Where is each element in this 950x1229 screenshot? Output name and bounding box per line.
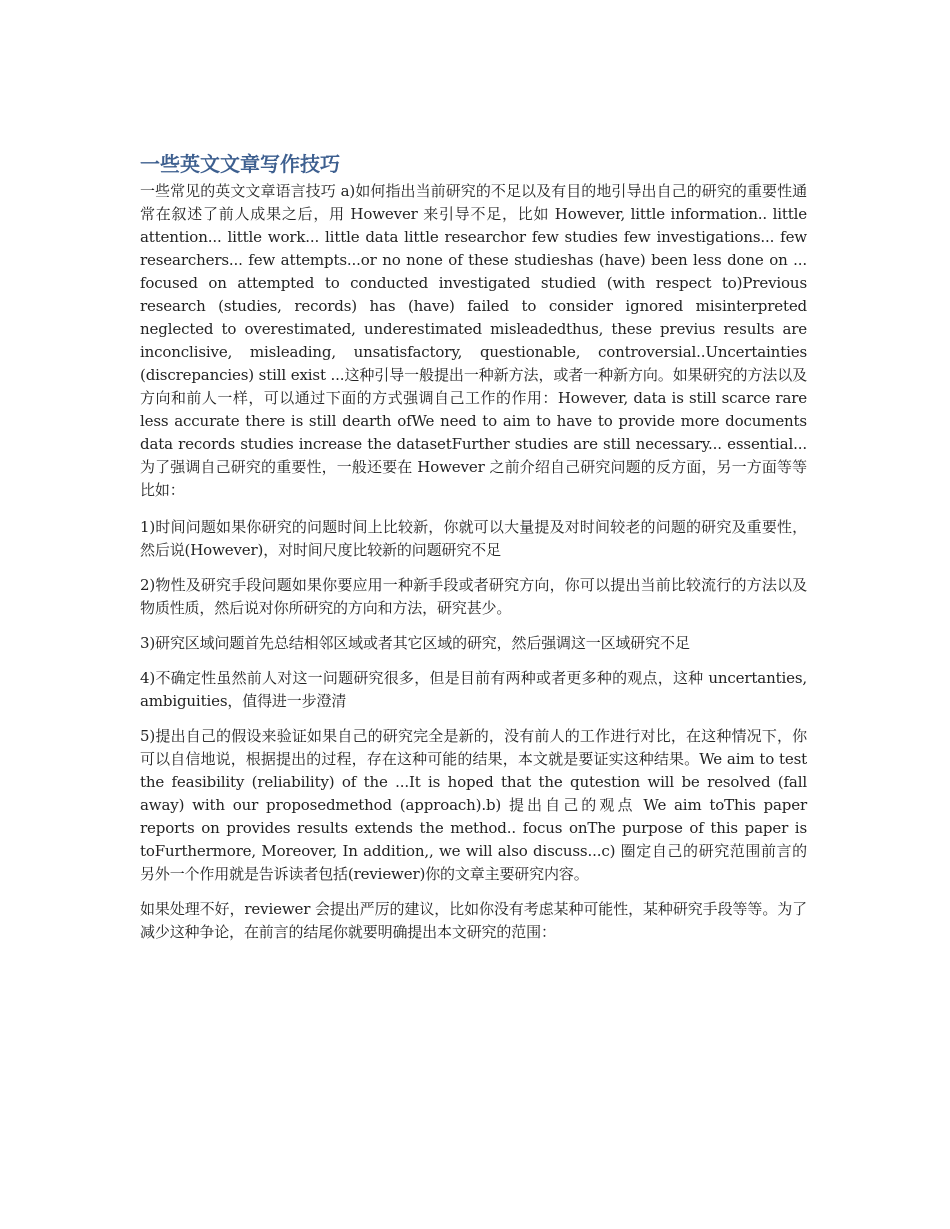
paragraph-uncertainty: 4)不确定性虽然前人对这一问题研究很多，但是目前有两种或者更多种的观点，这种 uncertanties, ambiguities，值得进一步澄清 xyxy=(140,669,807,710)
paragraph-region-issue: 3)研究区域问题首先总结相邻区域或者其它区域的研究，然后强调这一区域研究不足 xyxy=(140,634,690,652)
paragraph-time-issue: 1)时间问题如果你研究的问题时间上比较新，你就可以大量提及对时间较老的问题的研究及重要性，然后说(However)，对时间尺度比较新的问题研究不足 xyxy=(140,518,807,559)
document-title: 一些英文文章写作技巧 xyxy=(140,152,340,176)
paragraph-intro: 一些常见的英文文章语言技巧 a)如何指出当前研究的不足以及有目的地引导出自己的研究的重要性通常在叙述了前人成果之后，用 However 来引导不足，比如 However, little information.. little attention... little work... little data little researchor few studies few investigations... few researchers... few attempts...or no none of these studieshas (have) been less done on ... focused on attempted to conducted investigated studied (with respect to)Previous research (studies, records) has (have) failed to consider ignored misinterpreted neglected to overestimated, underestimated misleadedthus, these previus results are inconclisive, misleading, unsatisfactory, questionable, controversial..Uncertainties (discrepancies) still exist ...这种引导一般提出一种新方法，或者一种新方向。如果研究的方法以及方向和前人一样，可以通过下面的方式强调自己工作的作用：However, data is still scarce rare less accurate there is still dearth ofWe need to aim to have to provide more documents data records studies increase the datasetFurther studies are still necessary... essential...为了强调自己研究的重要性，一般还要在 However 之前介绍自己研究问题的反方面，另一方面等等比如： xyxy=(140,182,807,499)
document-page xyxy=(140,150,807,956)
paragraph-methods-issue: 2)物性及研究手段问题如果你要应用一种新手段或者研究方向，你可以提出当前比较流行的方法以及物质性质，然后说对你所研究的方向和方法，研究甚少。 xyxy=(140,576,807,617)
paragraph-scope: 如果处理不好，reviewer 会提出严厉的建议，比如你没有考虑某种可能性，某种研究手段等等。为了减少这种争论，在前言的结尾你就要明确提出本文研究的范围： xyxy=(140,900,807,941)
paragraph-hypothesis: 5)提出自己的假设来验证如果自己的研究完全是新的，没有前人的工作进行对比，在这种情况下，你可以自信地说，根据提出的过程，存在这种可能的结果，本文就是要证实这种结果。We aim to test the feasibility (reliability) of the ...It is hoped that the qutestion will be resolved (fall away) with our proposedmethod (approach).b) 提出自己的观点 We aim toThis paper reports on provides results extends the method.. focus onThe purpose of this paper is toFurthermore, Moreover, In addition,, we will also discuss...c) 圈定自己的研究范围前言的另外一个作用就是告诉读者包括(reviewer)你的文章主要研究内容。 xyxy=(140,727,807,883)
